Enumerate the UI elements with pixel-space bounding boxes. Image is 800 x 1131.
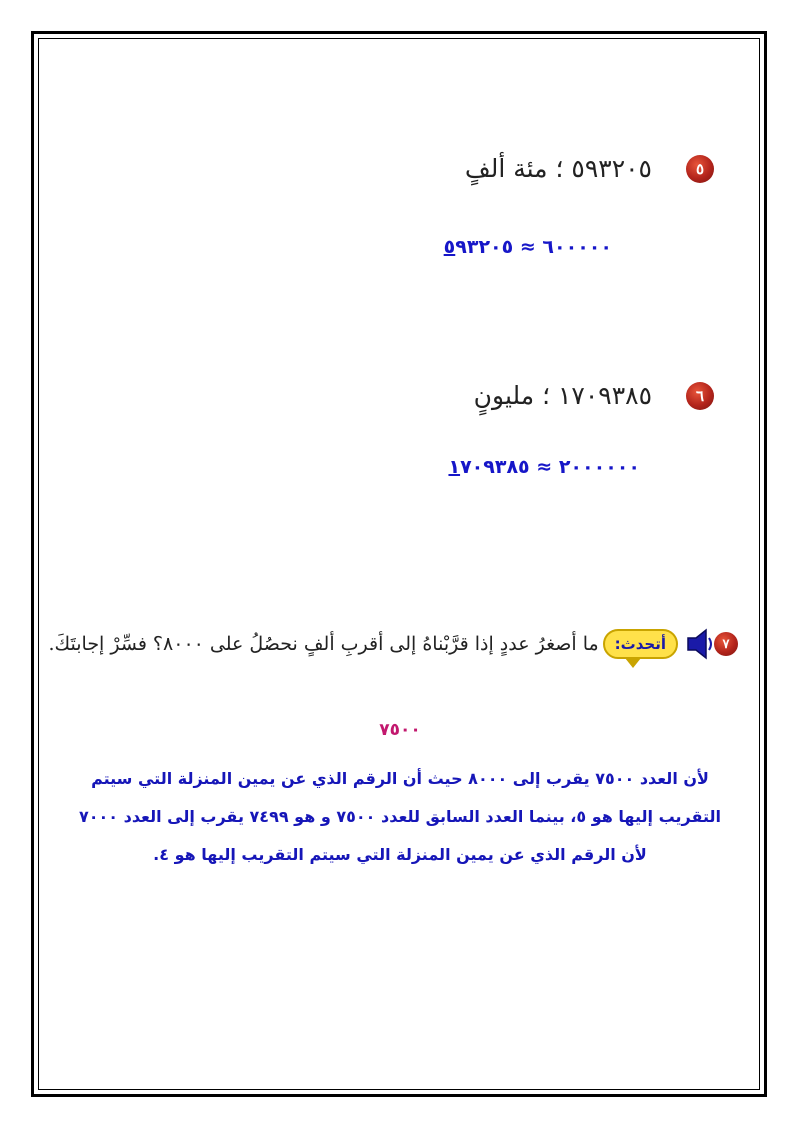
talk-bubble-tail — [625, 658, 641, 668]
answer-underlined-digit: ٥ — [443, 236, 456, 258]
question-7 — [48, 626, 738, 662]
answer-7-number: ٧٥٠٠ — [379, 720, 421, 740]
answer-underlined-digit: ١ — [448, 456, 461, 478]
question-number-badge: ٦ — [686, 382, 714, 410]
question-number-badge: ٥ — [686, 155, 714, 183]
page-border-inner — [38, 38, 760, 1090]
question-number-badge: ٧ — [714, 632, 738, 656]
answer-6 — [448, 456, 640, 478]
question-5 — [465, 154, 714, 183]
talk-callout — [603, 629, 678, 659]
answer-rounded: ٢٠٠٠٠٠٠ ≈ — [529, 456, 640, 478]
answer-original-rest: ٩٣٢٠٥ — [455, 236, 514, 258]
question-text: ما أصغرُ عددٍ إذا قرَّبْناهُ إلى أقربِ ألفٍ نحصُلُ على ٨٠٠٠؟ فسِّرْ إجابتَكَ. — [48, 633, 599, 655]
answer-7-explanation: لأن العدد ٧٥٠٠ يقرب إلى ٨٠٠٠ حيث أن الرقم الذي عن يمين المنزلة التي سيتم التقريب إليها هو ٥، بينما العدد السابق للعدد ٧٥٠٠ و هو ٧٤٩٩ يقرب إلى العدد ٧٠٠٠ لأن الرقم الذي عن يمين المنزلة التي سيتم التقريب إليها هو ٤. — [78, 769, 722, 864]
question-text: ٥٩٣٢٠٥ ؛ مئة ألفٍ — [464, 154, 652, 183]
speaker-icon — [684, 626, 714, 662]
talk-label: أتحدث: — [603, 629, 678, 659]
question-text: ١٧٠٩٣٨٥ ؛ مليونٍ — [473, 381, 652, 410]
answer-rounded: ٦٠٠٠٠٠ ≈ — [513, 236, 612, 258]
question-6 — [474, 381, 714, 410]
answer-5 — [444, 236, 612, 258]
answer-original-rest: ٧٠٩٣٨٥ — [460, 456, 530, 478]
